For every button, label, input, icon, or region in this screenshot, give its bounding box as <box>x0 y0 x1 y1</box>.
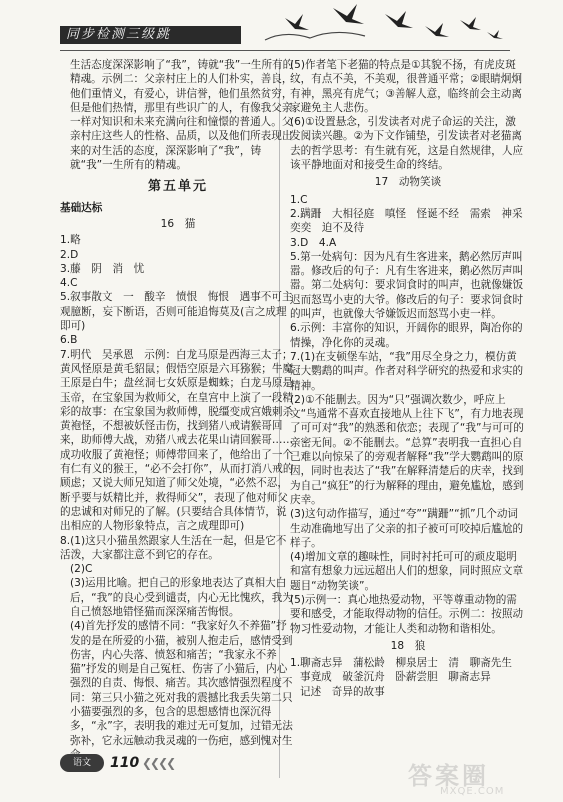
answer-item: (4)首先抒发的感情不同：“我家好久不养猫”抒发的是在所爱的小猫，被别人抱走后，感情受到伤害，内心失落、愤怒和痛苦；“我家永不养猫”抒发的则是自己冤枉、伤害了小猫后，内心强烈的自责、悔恨、痛苦。其次感情强烈程度不同：第三只小猫之死对我的震撼比我丢失第二只小猫要强烈的多，包含的思想感情也深沉得多，“永”字，表明我的难过无可复加，过错无法弥补，它永远触动我灵魂的一伤疤，感到愧对生 <box>70 620 293 747</box>
lesson-title: 18 狼 <box>390 639 426 652</box>
answer-item: 2.蹒跚 大相径庭 嗔怪 怪诞不经 需索 神采奕奕 迫不及待 <box>290 207 523 235</box>
answer-item: 1.C <box>290 193 308 206</box>
answer-item: 1.聊斋志异 蒲松龄 柳泉居士 清 聊斋先生 <box>290 657 512 670</box>
answer-item: 事竟成 破釜沉舟 卧薪尝胆 聊斋志异 <box>300 671 491 684</box>
answer-item: 7.明代 吴承恩 示例：白龙马原是西海三太子；黄风怪原是黄毛貂鼠；假悟空原是六耳猕猴；牛魔王原是白牛；盘丝洞七女妖原是蜘蛛；白龙马原是玉帝，在宝象国为救师父，在皇宫中上演了一段精彩的故事：在宝象国为救师傅，脱缰变成宫娥刺杀黄袍怪，不想被妖怪击伤，找到猪八戒请猴哥回来，助师傅大战，劝猪八戒去花果山请回猴哥……成功收服了黄袍怪；师傅带回来了，他给出了一个有仁有义的猴王，“必不会打你”，从而打消八戒的顾虑；又说大师兄知道了师父处境，“必然不忍，断乎要与妖精比并，救得师父”，表现了他对师父的忠诚和对师兄的了解。(只要结合具体情节，说出相应的人物形象特点，言之成理即可) <box>60 348 294 533</box>
page-header <box>0 0 563 56</box>
answer-item: (5)作者笔下老猫的特点是①其貌不扬，有虎皮斑纹，有点不美，不美观，很普通平常；②眼睛炯炯有神，黑亮有虎气；③善解人意，临终前会主动离家避免主人悲伤。 <box>290 59 522 114</box>
answer-item: 8.(1)这只小猫虽然跟家人生活在一起，但是它不活泼，大家都注意不到它的存在。 <box>60 534 287 561</box>
intro-paragraph: 生活态度深深影响了“我”，铸就“我”一生所有的精魂。示例二：父亲村庄上的人们朴实，善良，他们重情义，有爱心，讲信誉，他们虽然贫穷，但是他们热情，那里有些识广的人，有像我父亲一样对知识和未来充满向往和憧憬的普通人。父亲村庄这些人的性格、品质，以及他们所表现出来的对生活的态度，深深影响了“我”，铸就“我”一生所有的精魂。 <box>70 59 294 172</box>
lesson-title: 16 猫 <box>160 217 196 230</box>
answer-item: (5)示例一：真心地热爱动物，平等尊重动物的需要和感受，才能取得动物的信任。示例二：按照动物习性爱动物，才能让人类和动物和谐相处。 <box>290 593 524 635</box>
site-watermark <box>408 756 558 800</box>
answer-item: 3.D 4.A <box>290 236 337 249</box>
answer-item: (2)①不能删去。因为“只”强调次数少，呼应上文“鸟通常不喜欢直接地从上往下飞”，有力地表现了可可对“我”的熟悉和依恋；表现了“我”与可可的亲密无间。②不能删去。“总算”表明我一直担心自己难以向惊呆了的旁观者解释“我”学大鹦鹉叫的原因，同时也表达了“我”在解释清楚后的庆幸，找到为自己“疯狂”的行为解释的理由，避免尴尬，感到庆幸。 <box>290 393 524 506</box>
answer-item: 3.藤 阴 消 忧 <box>60 262 145 275</box>
answer-item: 5.第一处病句：因为凡有生客进来，鹅必然厉声叫嚣。修改后的句子：凡有生客进来，鹅必然厉声叫嚣。第二处病句：要求饲食时的叫声，也就像嫌饭迟而怒骂小吏的大爷。修改后的句子：要求饲食时的叫声，也就像大爷嫌饭迟而怒骂小吏一样。 <box>290 250 524 321</box>
answer-item: 记述 奇异的故事 <box>300 685 385 698</box>
page-number: 110 <box>110 755 140 771</box>
answer-item: (3)这句动作描写，通过“夸”“蹒跚”“抓”几个动词生动准确地写出了父亲的扣子被可可咬掉后尴尬的样子。 <box>290 508 524 549</box>
answer-item: (4)增加文章的趣味性，同时衬托可可的顽皮聪明和富有想象力远远超出人们的想象，同时照应文章题目“动物笑谈”。 <box>290 551 524 592</box>
answer-item: 5.叙事散文 一 酸辛 愤恨 悔恨 遇事不可主观臆断，妄下断语，否则可能追悔莫及(言之成理即可) <box>60 291 293 333</box>
answer-item: (3)运用比喻。把自己的形象地表达了真相大白后，“我”的良心受到谴责，内心无比愧疚，我为自己愤怒地错怪猫而深深痛苦悔恨。 <box>70 577 293 618</box>
right-column <box>290 58 526 778</box>
flying-birds-icon <box>255 0 515 56</box>
answer-item: 7.(1)在支顿堡车站，“我”用尽全身之力，模仿黄冠大鹦鹉的叫声。作者对科学研究的热爱和求实的精神。 <box>290 350 524 392</box>
left-column <box>60 58 296 748</box>
answer-item: 2.D <box>60 248 79 261</box>
section-label: 基础达标 <box>60 201 103 214</box>
chevrons-icon: ❮❮❮❮ <box>142 756 175 770</box>
answer-item: 6.B <box>60 334 78 347</box>
watermark-text: 答案圈 <box>408 762 489 790</box>
answer-item: 1.略 <box>60 234 81 247</box>
page-footer <box>60 752 200 774</box>
subject-label: 语文 <box>60 754 104 772</box>
lesson-title: 17 动物笑谈 <box>374 176 442 189</box>
answer-item: 4.C <box>60 277 78 290</box>
watermark-url: MXQE.COM <box>440 786 505 797</box>
answer-item: (2)C <box>70 563 93 576</box>
unit-title: 第五单元 <box>147 179 208 195</box>
answer-item: (6)①设置悬念，引发读者对虎子命运的关注，激发阅读兴趣。②为下文作铺垫，引发读者对老猫离去的哲学思考：有生就有死，这是自然规律，人应该平静地面对和接受生命的终结。 <box>290 116 524 172</box>
series-title: 同步检测三级跳 <box>60 26 241 44</box>
answer-item: 6.示例：丰富你的知识，开阔你的眼界，陶冶你的情操，净化你的灵魂。 <box>290 322 523 349</box>
